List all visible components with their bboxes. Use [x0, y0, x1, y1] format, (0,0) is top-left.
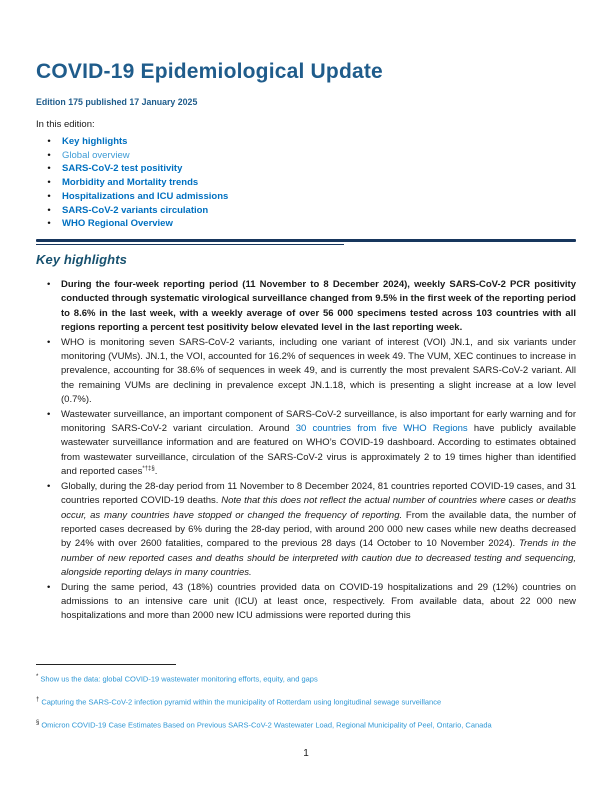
footnote-link[interactable]: Capturing the SARS-CoV-2 infection pyramid within the municipality of Rotterdam using longitudinal sewage surveillance: [41, 697, 442, 707]
footnote-marker: §: [36, 720, 40, 726]
footnote-block: [36, 664, 576, 742]
page-number: 1: [303, 748, 309, 759]
key-highlight-bullet: [36, 581, 576, 624]
body-text-segment: Trends in the number of new reported cases and deaths should be interpreted with caution due to decreased testing and sequencing, alongside reporting delays in many countries.: [61, 538, 576, 579]
edition-line: Edition 175 published 17 January 2025: [36, 97, 198, 107]
toc-item-key-highlights[interactable]: [36, 135, 576, 149]
toc-item-morbidity-and-mortality-trends[interactable]: [36, 176, 576, 190]
footnote-marker: †: [36, 697, 40, 703]
footnote-reference: *†‡§: [142, 466, 155, 473]
bullet-dot: •: [47, 177, 51, 189]
body-text-segment: have publicly available wastewater surveillance information and are featured on WHO’s COVID-19 dashboard. According to estimates obtained from wastewater surveillance, circulation of the SARS-CoV-2 virus is approximately 2 to 19 times higher than identified and reported cases: [61, 423, 576, 478]
footnote-list: [36, 673, 576, 730]
body-text-segment: Globally, during the 28-day period from 11 November to 8 December 2024, 81 countries reported COVID-19 cases, and 31 countries reported COVID-19 deaths.: [61, 480, 576, 507]
key-highlights-list: [36, 278, 576, 624]
body-text-segment: During the same period, 43 (18%) countries provided data on COVID-19 hospitalizations and 29 (12%) countries on admissions to an intensive care unit (ICU) at least once, respectively. From available data, about 22 000 new hospitalizations and more than 2000 new ICU admissions were reported during this: [61, 581, 576, 622]
footnote-separator: [36, 664, 176, 665]
body-text-segment: .: [154, 466, 158, 478]
body-text-segment: During the four-week reporting period (11 November to 8 December 2024), weekly SARS-CoV-2 PCR positivity conducted through systematic virological surveillance changed from 9.5% in the first week of the reporting period to 8.6% in the last week, with a weekly average of over 56 000 specimens tested across 103 countries with all regions reporting a percent test positivity below elevated level in the last reporting week.: [61, 279, 576, 334]
key-highlight-bullet: [36, 336, 576, 408]
bullet-dot: •: [47, 218, 51, 230]
footnote-marker: *: [36, 674, 39, 680]
footnote: [36, 673, 576, 684]
bullet-dot: •: [47, 149, 51, 161]
key-highlight-bullet: [36, 480, 576, 581]
toc-link[interactable]: Global overview: [62, 149, 130, 161]
footnote-link[interactable]: Show us the data: global COVID-19 wastewater monitoring efforts, equity, and gaps: [40, 674, 318, 684]
toc-link[interactable]: SARS-CoV-2 test positivity: [62, 163, 183, 175]
inline-link[interactable]: 30 countries from five WHO Regions: [295, 423, 468, 435]
key-highlight-bullet: [36, 278, 576, 336]
body-text-segment: WHO is monitoring seven SARS-CoV-2 variants, including one variant of interest (VOI) JN.1, and six variants under monitoring (VUMs). JN.1, the VOI, accounted for 16.2% of sequences in week 49. The VUM, XEC continues to increase in prevalence, accounting for 38.6% of sequences in week 49, and is currently the most prevalent SARS-CoV-2 variant. All the remaining VUMs are declining in prevalence except JN.1.18, which is presenting a slight increase at a low level (0.7%).: [61, 336, 576, 406]
key-highlight-bullet: [36, 408, 576, 480]
section-divider: [36, 239, 576, 245]
page-title: COVID-19 Epidemiological Update: [36, 60, 383, 83]
toc-link[interactable]: Key highlights: [62, 136, 128, 147]
toc-link[interactable]: WHO Regional Overview: [62, 218, 173, 230]
bullet-dot: •: [47, 336, 51, 348]
bullet-dot: •: [47, 204, 51, 216]
toc-link[interactable]: SARS-CoV-2 variants circulation: [62, 204, 209, 216]
toc-item-sars-cov-2-test-positivity[interactable]: [36, 162, 576, 176]
body-text-segment: Note that this does not reflect the actual number of countries where cases or deaths occur, as many countries have stopped or changed the frequency of reporting.: [61, 495, 576, 521]
divider-line-thin: [36, 244, 344, 245]
footnote: [36, 696, 576, 707]
divider-line-thick: [36, 239, 576, 242]
footnote-link[interactable]: Omicron COVID-19 Case Estimates Based on Previous SARS-CoV-2 Wastewater Load, Regional Municipality of Peel, Ontario, Canada: [41, 720, 492, 730]
bullet-dot: •: [47, 408, 51, 420]
toc-item-hospitalizations-and-icu-admissions[interactable]: [36, 190, 576, 204]
bullet-dot: •: [47, 480, 51, 492]
toc-link[interactable]: Hospitalizations and ICU admissions: [62, 190, 229, 202]
toc-item-global-overview[interactable]: [36, 149, 576, 163]
bullet-dot: •: [47, 279, 51, 290]
key-highlights-heading: Key highlights: [36, 252, 127, 267]
body-text-segment: From the available data, the number of reported cases decreased by 6% during the 28-day period, with around 200 000 new cases while new deaths decreased by 24% with over 2600 fatalities, compared to the previous 28 days (14 October to 10 November 2024).: [61, 509, 576, 550]
body-text-segment: Wastewater surveillance, an important component of SARS-CoV-2 surveillance, is also important for early warning and for monitoring SARS-CoV-2 variant circulation. Around: [61, 408, 576, 435]
toc-item-sars-cov-2-variants-circulation[interactable]: [36, 204, 576, 218]
table-of-contents: [36, 135, 576, 231]
footnote: [36, 719, 576, 730]
bullet-dot: •: [47, 163, 51, 175]
bullet-dot: •: [47, 136, 51, 147]
bullet-dot: •: [47, 190, 51, 202]
in-this-edition-label: In this edition:: [36, 119, 95, 130]
toc-link[interactable]: Morbidity and Mortality trends: [62, 177, 199, 189]
bullet-dot: •: [47, 581, 51, 593]
toc-item-who-regional-overview[interactable]: [36, 217, 576, 231]
